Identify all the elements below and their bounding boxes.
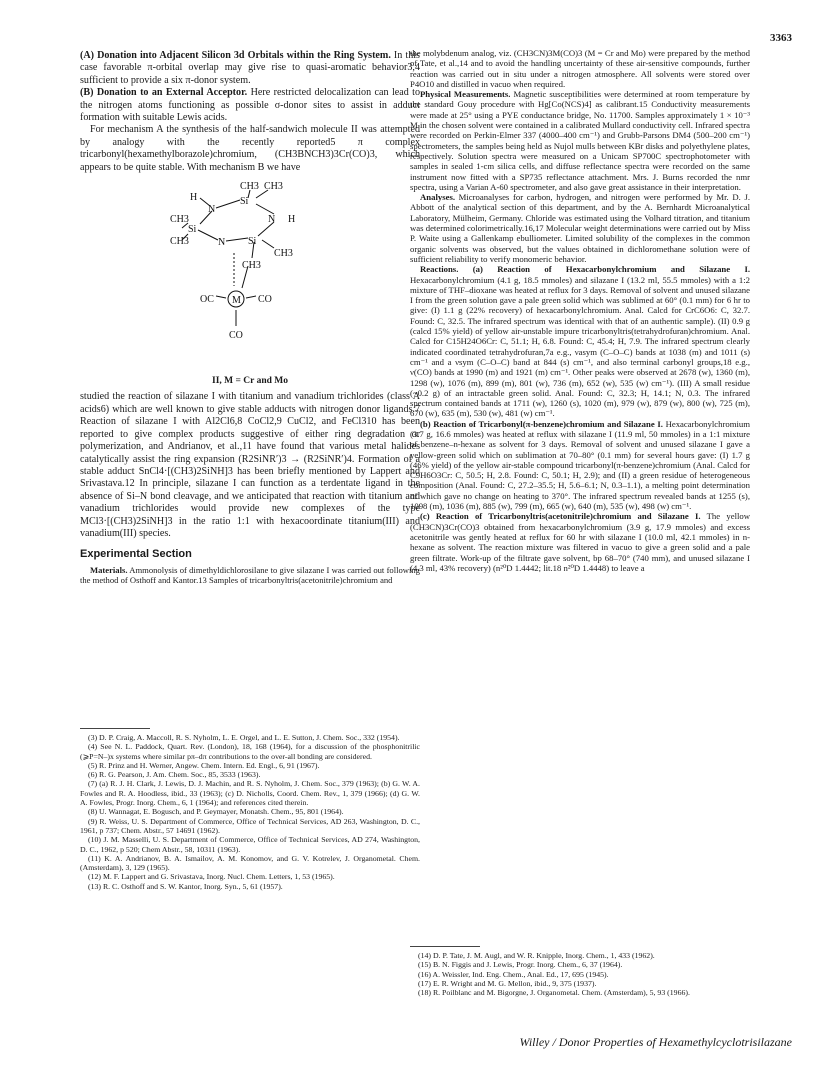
ligand-co: CO bbox=[229, 330, 243, 342]
atom-n: N bbox=[208, 204, 216, 216]
atom-ch3: CH3 bbox=[274, 248, 293, 260]
paragraph-head: Analyses. bbox=[420, 192, 455, 203]
atom-ch3: CH3 bbox=[170, 214, 189, 226]
paragraph-precursors: the molybdenum analog, viz. (CH3CN)3M(CO)3 (M = Cr and Mo) were prepared by the method of Tate, et al.,14 and to avoid the handling uncertainty of these air-sensitive compounds, further reaction was carried out in situ under a nitrogen atmosphere. All solvents were stored over P4O10 and distilled in vacuo when required. bbox=[410, 48, 750, 89]
reference-item: (3) D. P. Craig, A. Maccoll, R. S. Nyholm, L. E. Orgel, and L. E. Sutton, J. Chem. Soc., 332 (1954). bbox=[88, 733, 400, 742]
paragraph-head: Reactions. (a) Reaction of Hexacarbonylchromium and Silazane I. bbox=[420, 264, 750, 275]
reference-item: (5) R. Prinz and H. Werner, Angew. Chem. Intern. Ed. Engl., 6, 91 (1967). bbox=[88, 760, 320, 770]
paragraph-text: Hexacarbonylchromium (4.1 g, 18.5 mmoles) and silazane I (13.2 ml, 55.5 mmoles) with a 1:2 mixture of THF–dioxane was heated at reflux for 3 days. Removal of solvent and unused silazane I from the green solution gave a pale green solid which was sublimed at 60° (0.1 mm) for 6 hr to give: (I) 1.1 g (22% recovery) of hexacarbonylchromium. Anal. Calcd for CrC6O6: C, 32.7. Found: C, 32.5. The infrared spectrum was identical with that of an authentic sample). (II) 0.9 g (calcd 15% yield) of yellow air-unstable impure tricarbonyltris(tetrahydrofuran)chromium. Anal. Calcd for C15H24O6Cr: C, 51.1; H, 6.8. Found: C, 45.4; H, 7.9. The infrared spectrum clearly indicated coordinated tetrahydrofuran,7a e.g., νasym (C–O–C) bands at 1038 (m) and 1011 (s) cm⁻¹ and a νsym (C–O–C) band at 844 (s) cm⁻¹, and also terminal carbonyl groups,18 e.g., ν(CO) bands at 1990 (m) and 1921 (m) cm⁻¹. Other peaks were observed at 2678 (w), 1360 (m), 1298 (w), 1076 (m), 899 (m), 801 (w), 736 (m), 652 (w), 535 (w) cm⁻¹). (III) A small residue (~0.2 g) of an intractable green solid. Anal. Found: C, 32.3; H, 14.1; N, 0.3. The infrared spectrum contained bands at 1711 (w), 1260 (s), 1020 (m), 979 (w), 879 (w), 800 (w), 725 (m), 670 (w), 635 (m), 530 (w), 481 (w) cm⁻¹. bbox=[410, 274, 750, 419]
paragraph-head: (B) Donation to an External Acceptor. bbox=[80, 87, 248, 99]
section-title: Experimental Section bbox=[80, 548, 192, 561]
atom-si: Si bbox=[240, 196, 249, 208]
paragraph-text: Ammonolysis of dimethyldichlorosilane to give silazane I was carried out following the method of Osthoff and Kantor.13 Samples of tricarbonyltris(acetonitrile)chromium and bbox=[80, 564, 420, 585]
paragraph-mechanism-a bbox=[80, 50, 420, 87]
atom-h: H bbox=[190, 192, 198, 204]
page-number: 3363 bbox=[770, 32, 792, 44]
reference-divider bbox=[80, 728, 150, 729]
structure-drawing bbox=[170, 178, 330, 373]
ligand-co: OC bbox=[200, 294, 214, 306]
paragraph-reaction-a bbox=[410, 264, 750, 418]
reference-item: (18) R. Poilblanc and M. Bigorgne, J. Organometal. Chem. (Amsterdam), 5, 93 (1966). bbox=[418, 988, 690, 998]
reference-item: (7) (a) R. J. H. Clark, J. Lewis, D. J. Machin, and R. S. Nyholm, J. Chem. Soc., 379 (1963); (b) G. W. A. Fowles and R. A. Hoodless, ibid., 33 (1963); (c) D. Nicholls, Coord. Chem. Rev., 1, 379 (1966); (d) G. W. A. Fowles, Progr. Inorg. Chem., 6, 1 (1964); and references cited therein. bbox=[80, 779, 420, 808]
paragraph-text: The yellow (CH3CN)3Cr(CO)3 obtained from hexacarbonylchromium (3.9 g, 17.9 mmoles) and excess acetonitrile was gently heated at reflux for 60 hr with silazane I (10.0 ml, 42.1 mmoles) in n-hexane as solvent. The reaction mixture was filtered in vacuo to give a green solid and a pale green filtrate. Work-up of the filtrate gave solvent, bp 68–70° (740 mm), and unused silazane I (4.3 ml, 43% recovery) (n²⁰D 1.4442; lit.18 n²⁰D 1.4448) to leave a bbox=[410, 511, 751, 573]
paragraph-head: (A) Donation into Adjacent Silicon 3d Orbitals within the Ring System. bbox=[80, 50, 391, 61]
atom-ch3: CH3 bbox=[242, 260, 261, 272]
paragraph-mechanism-b bbox=[80, 87, 420, 124]
atom-si: Si bbox=[188, 224, 197, 236]
paragraph-text: Here restricted delocalization can lead to the nitrogen atoms functioning as possible σ-donor sites to assist in adduct formation with suitable Lewis acids. bbox=[80, 87, 420, 124]
paragraph-head: Physical Measurements. bbox=[420, 89, 511, 100]
reference-item: (6) R. G. Pearson, J. Am. Chem. Soc., 85, 3533 (1963). bbox=[88, 770, 261, 780]
paragraph-physical-measurements bbox=[410, 89, 750, 192]
atom-n: N bbox=[218, 237, 226, 249]
reference-divider bbox=[410, 946, 480, 947]
paragraph-reaction-c bbox=[410, 511, 750, 573]
reference-item: (17) E. R. Wright and M. G. Mellon, ibid., 9, 375 (1937). bbox=[418, 978, 597, 988]
metal-center: M bbox=[232, 295, 241, 307]
reference-item: (13) R. C. Osthoff and S. W. Kantor, Inorg. Syn., 5, 61 (1957). bbox=[88, 881, 283, 891]
reference-item: (16) A. Weissler, Ind. Eng. Chem., Anal. Ed., 17, 695 (1945). bbox=[418, 969, 609, 979]
atom-ch3: CH3 bbox=[264, 181, 283, 193]
paragraph-text: Microanalyses for carbon, hydrogen, and nitrogen were performed by Mr. D. J. Abbott of the analytical section of this department, and by the A. Bernhardt Microanalytical Laboratory, Mülheim, Germany. Chloride was estimated using the Volhard titration, and titanium was determined colorimetrically.16,17 Molecular weight determinations were carried out by Miss P. Waite using a Gallenkamp ebulliometer. Limited solubility of the complexes in the common organic solvents was observed, but the values obtained in dichloromethane solution were of sufficient reliability to verify monomeric behavior. bbox=[410, 192, 750, 264]
chemical-structure bbox=[80, 178, 420, 373]
reference-item: (15) B. N. Figgis and J. Lewis, Progr. Inorg. Chem., 6, 37 (1964). bbox=[418, 960, 623, 970]
reference-item: (12) M. F. Lappert and G. Srivastava, Inorg. Nucl. Chem. Letters, 1, 53 (1965). bbox=[88, 872, 335, 882]
paragraph-synthesis: For mechanism A the synthesis of the half-sandwich molecule II was attempted by analogy with the recently reported5 π complex tricarbonyl(hexamethylborazole)chromium, (CH3BNCH3)3Cr(CO)3, which appears to be quite stable. With mechanism B we have bbox=[80, 124, 420, 173]
ligand-co: CO bbox=[258, 294, 272, 306]
left-column bbox=[80, 50, 420, 585]
reference-item: (9) R. Weiss, U. S. Department of Commerce, Office of Technical Services, AD 263, Washington, D. C., 1961, p 737; Chem. Abstr., 57 14691 (1962). bbox=[80, 816, 420, 835]
paragraph-text: Magnetic susceptibilities were determined at room temperature by the standard Gouy procedure with Hg[Co(NCS)4] as calibrant.15 Conductivity measurements were made at 25° using a PYE conductance bridge, No. 11700. Samples approximately 1 × 10⁻³ M in the chosen solvent were contained in a calibrated Mullard conductivity cell. Infrared spectra were recorded on Perkin-Elmer 337 (4000–400 cm⁻¹) and Grubb-Parsons DM4 (500–200 cm⁻¹) spectrometers, the samples being held as Nujol mulls between KBr disks and polyethylene plates, respectively. Solution spectra were measured on a Unicam SP700C spectrophotometer with samples in sealed 1-cm silica cells, and diffuse reflectance spectra were recorded on the same instrument now fitted with a SP735 reflectance attachment. Mrs. J. Burns recorded the nmr spectra, using a Varian A-60 spectrometer, and also gave great assistance in their interpretation. bbox=[410, 89, 750, 192]
paragraph-materials bbox=[80, 565, 420, 585]
paragraph-head: (c) Reaction of Tricarbonyltris(acetonitrile)chromium and Silazane I. bbox=[420, 511, 701, 522]
reference-item: (10) J. M. Masselli, U. S. Department of Commerce, Office of Technical Services, AD 274, Washington, D. C., 1962, p 520; Chem Abstr., 58, 10311 (1963). bbox=[80, 835, 420, 854]
paragraph-analyses bbox=[410, 192, 750, 264]
structure-caption: II, M = Cr and Mo bbox=[212, 376, 288, 387]
atom-ch3: CH3 bbox=[170, 236, 189, 248]
right-column bbox=[410, 48, 750, 573]
right-references bbox=[410, 946, 750, 997]
left-references bbox=[80, 728, 420, 891]
atom-si: Si bbox=[248, 236, 257, 248]
paragraph-head: Materials. bbox=[90, 564, 128, 575]
reference-item: (4) See N. L. Paddock, Quart. Rev. (London), 18, 168 (1964), for a discussion of the phosphonitrilic (⩾P=N–)x systems where similar pπ–dπ contributions to the over-all bonding are considered. bbox=[80, 742, 420, 761]
reference-item: (8) U. Wannagat, E. Bogusch, and P. Geymayer, Monatsh. Chem., 95, 801 (1964). bbox=[88, 807, 344, 817]
paragraph-mechanism-b-study: studied the reaction of silazane I with titanium and vanadium trichlorides (class A acids6) which are well known to give stable adducts with nitrogen donor ligands.7 Reaction of silazane I with Al2Cl6,8 CoCl2,9 CuCl2, and FeCl310 has been reported to give complex products suggestive of either ring degradation or polymerization, and Andrianov, et al.,11 have found that various metal halides catalytically assist the ring expansion (R2SiNR′)3 → (R2SiNR′)4. Formation of a stable adduct SnCl4·[(CH3)2SiNH]3 has been briefly mentioned by Lappert and Srivastava.12 In principle, silazane I can function as a terdentate ligand in the absence of Si–N bond cleavage, and we anticipated that reaction with titanium and vanadium trichlorides would provide new complexes of the type MCl3·[(CH3)2SiNH]3 in the ratio 1:1 with hexacoordinate titanium(III) and vanadium(III) species. bbox=[80, 391, 420, 539]
atom-ch3: CH3 bbox=[240, 181, 259, 193]
reference-item: (11) K. A. Andrianov, B. A. Ismailov, A. M. Konomov, and G. V. Kotrelev, J. Organometal. Chem. (Amsterdam), 3, 129 (1965). bbox=[80, 853, 420, 873]
paragraph-text: In this case favorable π-orbital overlap may give rise to quasi-aromatic behavior3,4 sufficient to provide a six π-donor system. bbox=[80, 50, 420, 86]
atom-h: H bbox=[288, 214, 296, 226]
running-footer: Willey / Donor Properties of Hexamethylcyclotrisilazane bbox=[519, 1035, 792, 1049]
paragraph-text: Hexacarbonylchromium (3.7 g, 16.6 mmoles) was heated at reflux with silazane I (11.9 ml, 50 mmoles) in a 1:1 mixture of benzene–n-hexane as solvent for 3 days. Removal of solvent and unused silazane I gave a yellow-green solid which on sublimation at 70–80° (0.1 mm) for several hours gave: (I) 1.7 g (46% yield) of the yellow air-stable compound tricarbonyl(π-benzene)chromium (Anal. Calcd for C9H6O3Cr: C, 50.5; H, 2.8. Found: C, 50.1; H, 2.9); and (II) a green residue of heterogeneous composition (Anal. Found: C, 27.2–35.5; H, 5.6–6.1; N, 0.3–1.1), a melting point determination of which gave no change on heating to 370°. The infrared spectrum revealed bands at 1255 (s), 1098 (m), 1036 (m), 885 (w), 799 (m), 665 (w), 640 (m), 535 (w), 498 (w) cm⁻¹. bbox=[410, 418, 750, 512]
atom-n: N bbox=[268, 214, 276, 226]
reference-item: (14) D. P. Tate, J. M. Augl, and W. R. Knipple, Inorg. Chem., 1, 433 (1962). bbox=[418, 951, 655, 960]
paragraph-head: (b) Reaction of Tricarbonyl(π-benzene)chromium and Silazane I. bbox=[420, 418, 663, 429]
paragraph-reaction-b bbox=[410, 419, 750, 512]
